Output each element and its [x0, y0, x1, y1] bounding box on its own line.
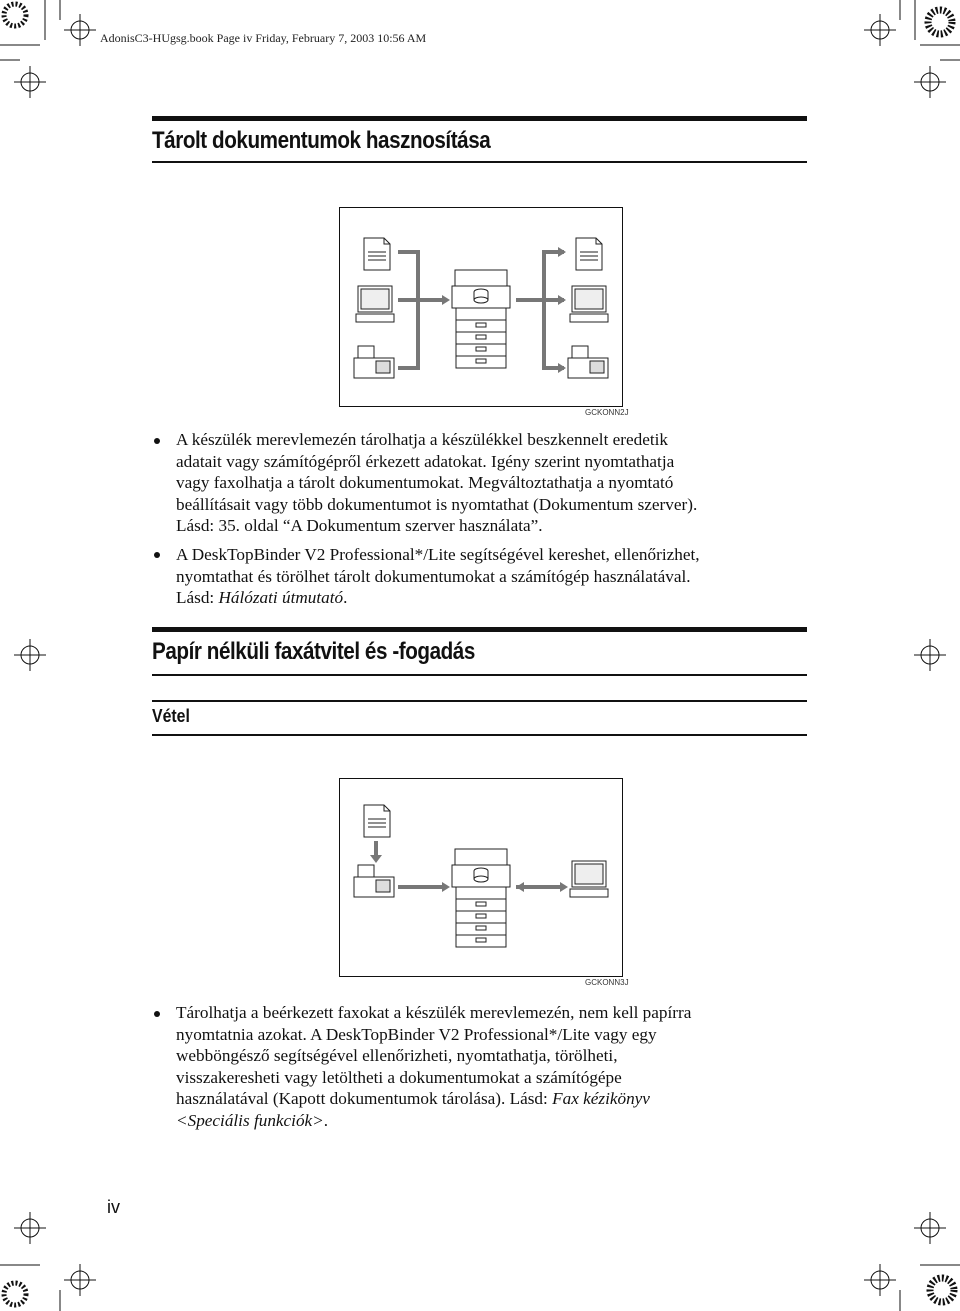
ref-prefix: Lásd:: [176, 588, 219, 607]
crop-mark-icon: [928, 10, 952, 34]
registration-target-icon: [14, 66, 46, 98]
computer-icon: [570, 861, 608, 897]
figure-caption: GCKONN2J: [585, 408, 629, 417]
subsection-rule-top: [152, 700, 807, 702]
bullet-dot: [154, 552, 160, 558]
figure-illustration: [340, 779, 622, 976]
computer-icon: [356, 286, 394, 322]
registration-target-icon: [914, 66, 946, 98]
section-title: Tárolt dokumentumok hasznosítása: [152, 127, 491, 154]
text-line: vagy faxolhatja a tárolt dokumentumokat. Megváltoztathatja a nyomtató: [176, 473, 674, 492]
bullet-dot: [154, 438, 160, 444]
document-icon: [364, 238, 390, 270]
text-line: Lásd: 35. oldal “A Dokumentum szerver használata”.: [176, 516, 543, 535]
ref-suffix: .: [343, 588, 348, 607]
registration-target-icon: [914, 1212, 946, 1244]
text-line: beállításait vagy több dokumentumot is nyomtathat (Dokumentum szerver).: [176, 494, 698, 514]
subsection-rule-bottom: [152, 734, 807, 736]
fax-machine-icon: [354, 346, 394, 378]
text-line: Tárolhatja a beérkezett faxokat a készülék merevlemezén, nem kell papírra: [176, 1003, 692, 1022]
hard-disk-icon: [474, 868, 488, 882]
text-line: A készülék merevlemezén tárolhatja a készülékkel beszkennelt eredetik: [176, 430, 668, 449]
crop-mark-icon: [4, 4, 26, 26]
registration-target-icon: [864, 14, 896, 46]
bullet-paragraph: [176, 1002, 816, 1131]
section-rule-bottom: [152, 674, 807, 676]
ref-link[interactable]: <Speciális funkciók>: [176, 1110, 324, 1130]
subsection-title: Vétel: [152, 706, 190, 726]
fax-machine-icon: [354, 865, 394, 897]
registration-target-icon: [64, 14, 96, 46]
registration-target-icon: [914, 639, 946, 671]
hard-disk-icon: [474, 289, 488, 303]
text-line: adatait vagy számítógépről érkezett adatokat. Igény szerint nyomtathatja: [176, 451, 675, 471]
fax-machine-icon: [568, 346, 608, 378]
document-icon: [364, 805, 390, 837]
bullet-paragraph: [176, 429, 816, 537]
copier-icon: [452, 270, 510, 368]
figure-caption: GCKONN3J: [585, 978, 629, 987]
ref-suffix: .: [323, 1110, 329, 1130]
bullet-paragraph: [176, 544, 816, 609]
registration-target-icon: [64, 1264, 96, 1296]
text-run: használatával (Kapott dokumentumok tárolása). Lásd:: [176, 1089, 553, 1108]
crop-mark-icon: [930, 1278, 954, 1302]
crop-mark-icon: [4, 1283, 26, 1305]
book-header: AdonisC3-HUgsg.book Page iv Friday, February 7, 2003 10:56 AM: [100, 31, 427, 45]
text-line: A DeskTopBinder V2 Professional*/Lite segítségével kereshet, ellenőrizhet,: [176, 545, 700, 564]
registration-target-icon: [14, 639, 46, 671]
text-line: visszakeresheti vagy letöltheti a dokumentumokat a számítógépe: [176, 1067, 622, 1087]
figure-document-server: [339, 207, 623, 407]
text-line: nyomtatnia azokat. A DeskTopBinder V2 Professional*/Lite vagy egy: [176, 1024, 657, 1044]
document-icon: [576, 238, 602, 270]
section-title: Papír nélküli faxátvitel és -fogadás: [152, 638, 475, 665]
text-line: nyomtathat és törölhet tárolt dokumentumokat a számítógép használatával.: [176, 566, 691, 586]
figure-fax-reception: [339, 778, 623, 977]
copier-icon: [452, 849, 510, 947]
registration-target-icon: [864, 1264, 896, 1296]
ref-link[interactable]: Fax kézikönyv: [552, 1089, 650, 1108]
section-rule-top: [152, 627, 807, 632]
text-line: webböngésző segítségével ellenőrizheti, nyomtathatja, törölheti,: [176, 1046, 618, 1065]
registration-target-icon: [14, 1212, 46, 1244]
text-line: [176, 1110, 816, 1132]
text-line: [176, 587, 816, 609]
bullet-dot: [154, 1011, 160, 1017]
section-rule-bottom: [152, 161, 807, 163]
page-number: iv: [107, 1197, 120, 1217]
text-line: [176, 1088, 816, 1110]
figure-illustration: [340, 208, 622, 406]
section-rule-top: [152, 116, 807, 121]
ref-link[interactable]: Hálózati útmutató: [218, 588, 344, 607]
computer-icon: [570, 286, 608, 322]
